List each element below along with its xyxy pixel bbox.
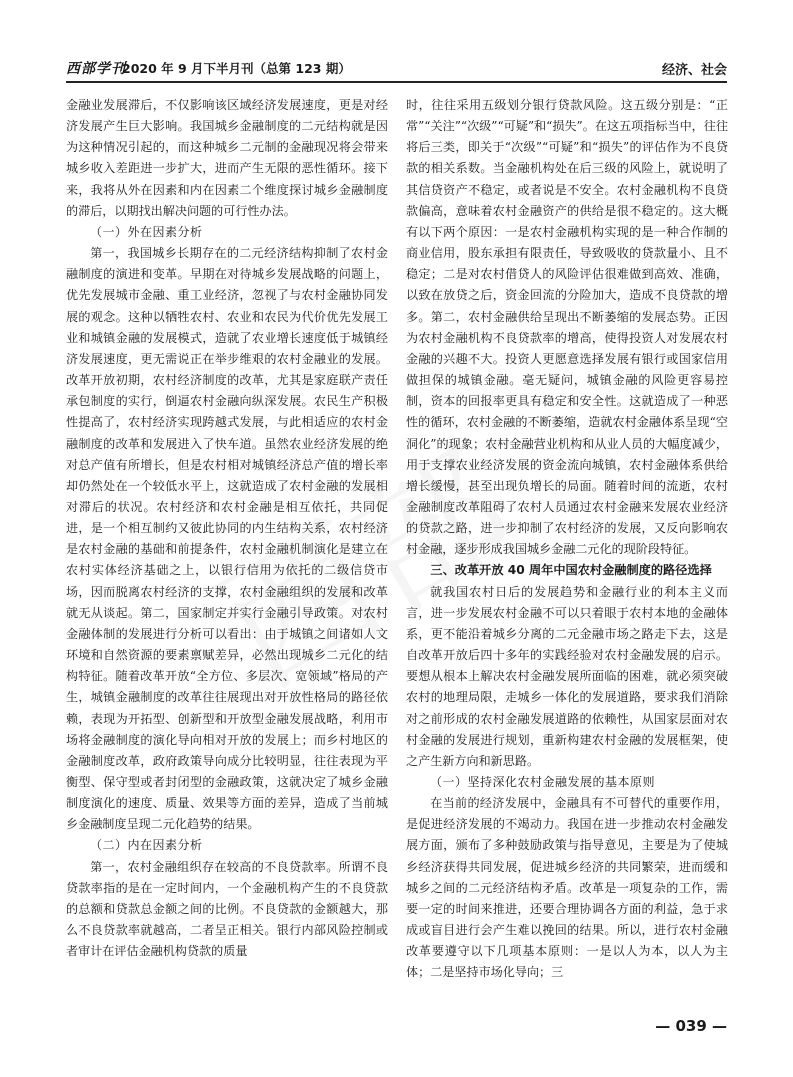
section-heading: 三、改革开放 40 周年中国农村金融制度的路径选择 [430, 563, 712, 578]
paragraph: 金融业发展滞后，不仅影响该区域经济发展速度，更是对经济发展产生巨大影响。我国城乡金融制度的二元结构就是因为这种情况引起的，而这种城乡二元制的金融现况将会带来城乡收入差距进一步扩大，进而产生无限的恶性循环。接下来，我将从外在因素和内在因素二个维度探讨城乡金融制度的滞后，以期找出解决问题的可行性办法。 [66, 98, 388, 218]
paragraph: 时，往往采用五级划分银行贷款风险。这五级分别是：“正常”“关注”“次级”“可疑”和“损失”。在这五项指标当中，往往将后三类，即关于“次级”“可疑”和“损失”的评估作为不良贷款的相关系数。当金融机构处在后三级的风险上，就说明了其信贷资产不稳定，或者说是不安全。农村金融机构不良贷款偏高，意味着农村金融资产的供给是很不稳定的。这大概有以下两个原因：一是农村金融机构实现的是一种合作制的商业信用，股东承担有限责任，导致吸收的贷款量小、且不稳定；二是对农村借贷人的风险评估很难做到高效、准确，以致在放贷之后，资金回流的分险加大，造成不良贷款的增多。第二，农村金融供给呈现出不断萎缩的发展态势。正因为农村金融机构不良贷款率的增高，使得投资人对发展农村金融的兴趣不大。投资人更愿意选择发展有银行或国家信用做担保的城镇金融。毫无疑问，城镇金融的风险更容易控制，资本的回报率更具有稳定和安全性。这就造成了一种恶性的循环，农村金融的不断萎缩，造就农村金融体系呈现“空洞化”的现象；农村金融营业机构和从业人员的大幅度减少，用于支撑农业经济发展的资金流向城镇，农村金融体系供给增长缓慢，甚至出现负增长的局面。随着时间的流逝，农村金融制度改革阻碍了农村人员通过农村金融来发展农业经济的贷款之路，进一步抑制了农村经济的发展，又反向影响农村金融，逐步形成我国城乡金融二元化的现阶段特征。 [406, 98, 728, 557]
page-number: — 039 — [655, 1017, 727, 1035]
section-title: 经济、社会 [661, 63, 727, 78]
subsection-heading: （一）坚持深化农村金融发展的基本原则 [430, 775, 656, 789]
subsection-heading: （二）内在因素分析 [90, 838, 203, 853]
issue-info: 2020 年 9 月下半月刊（总第 123 期） [122, 61, 351, 76]
journal-title: 西部学刊 [66, 61, 126, 77]
page-header [66, 55, 727, 79]
paragraph: 第一，农村金融组织存在较高的不良贷款率。所谓不良贷款率指的是在一定时间内，一个金融机构产生的不良贷款的总额和贷款总金额之间的比例。不良贷款的金额越大，那么不良贷款率就越高，二者呈正相关。银行内部风险控制或者审计在评估金融机构贷款的质量 [66, 859, 388, 959]
subsection-heading: （一）外在因素分析 [90, 224, 203, 239]
header-rule [66, 81, 727, 83]
paragraph: 在当前的经济发展中，金融具有不可替代的重要作用，是促进经济发展的不竭动力。我国在进一步推动农村金融发展方面，颁布了多种鼓励政策与指导意见，主要是为了使城乡经济获得共同发展，促进城乡经济的共同繁荣，进而缓和城乡之间的二元经济结构矛盾。改革是一项复杂的工作，需要一定的时间来推进，还要合理协调各方面的利益，急于求成或盲目进行会产生难以挽回的结果。所以，进行农村金融改革要遵守以下几项基本原则：一是以人为本，以人为主体；二是坚持市场化导向；三 [406, 796, 728, 980]
paragraph: 就我国农村日后的发展趋势和金融行业的利本主义而言，进一步发展农村金融不可以只着眼于农村本地的金融体系，更不能沿着城乡分离的二元金融市场之路走下去，这是自改革开放后四十多年的实践经验对农村金融发展的启示。要想从根本上解决农村金融发展所面临的困难，就必须突破农村的地理局限，走城乡一体化的发展道路，要求我们消除对之前形成的农村金融发展道路的依赖性，从国家层面对农村金融的发展进行规划，重新构建农村金融的发展框架，使之产生新方向和新思路。 [406, 584, 728, 768]
left-column [66, 95, 388, 962]
right-column [406, 95, 728, 984]
paragraph: 第一，我国城乡长期存在的二元经济结构抑制了农村金融制度的演进和变革。早期在对待城乡发展战略的问题上，优先发展城市金融、重工业经济，忽视了与农村金融协同发展的观念。这种以牺牲农村、农业和农民为代价优先发展工业和城镇金融的发展模式，造就了农业增长速度低于城镇经济发展速度，更无需说正在举步维艰的农村金融业的发展。改革开放初期，农村经济制度的改革，尤其是家庭联产责任承包制度的实行，倒逼农村金融向纵深发展。农民生产积极性提高了，农村经济实现跨越式发展，与此相适应的农村金融制度的改革和发展进入了快车道。虽然农业经济发展的绝对总产值有所增长，但是农村相对城镇经济总产值的增长率却仍然处在一个较低水平上，这就造成了农村金融的发展相对滞后的状况。农村经济和农村金融是相互依托，共同促进，是一个相互制约又彼此协同的内生结构关系，农村经济是农村金融的基础和前提条件，农村金融机制演化是建立在农村实体经济基础之上，以银行信用为依托的二级信贷市场，因而脱离农村经济的支撑，农村金融组织的发展和改革就无从谈起。第二，国家制定并实行金融引导政策。对农村金融体制的发展进行分析可以看出：由于城镇之间诸如人文环境和自然资源的要素禀赋差异，必然出现城乡二元化的结构特征。随着改革开放“全方位、多层次、宽领域”格局的产生，城镇金融制度的改革往往展现出对开放性格局的路径依赖，表现为开拓型、创新型和开放型金融发展战略，利用市场将金融制度的演化导向相对开放的发展上；而乡村地区的金融制度改革，政府政策导向成分比较明显，往往表现为平衡型、保守型或者封闭型的金融政策，这就决定了城乡金融制度演化的速度、质量、效果等方面的差异，造成了当前城乡金融制度呈现二元化趋势的结果。 [66, 246, 388, 832]
